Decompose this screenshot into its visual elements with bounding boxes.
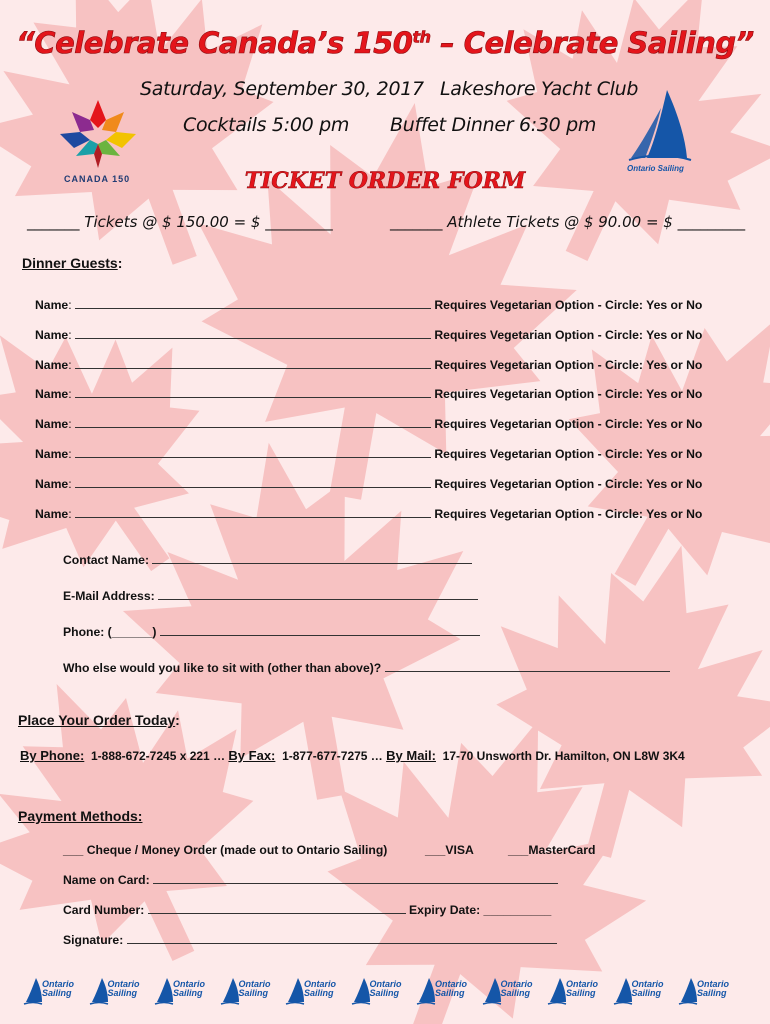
sail-icon bbox=[677, 976, 699, 1006]
signature-field[interactable]: Signature: bbox=[63, 933, 557, 947]
guest-name-line[interactable] bbox=[75, 456, 431, 458]
footer-ontario-sailing-logo bbox=[153, 976, 211, 1006]
event-date: Saturday, September 30, 2017 bbox=[140, 78, 424, 100]
sail-icon bbox=[219, 976, 241, 1006]
event-venue: Lakeshore Yacht Club bbox=[440, 78, 639, 100]
vegetarian-option[interactable]: Requires Vegetarian Option - Circle: Yes or No bbox=[434, 506, 703, 521]
sit-with-field[interactable]: Who else would you like to sit with (other than above)? bbox=[63, 661, 670, 675]
name-label: Name: bbox=[35, 357, 72, 372]
name-label: Name: bbox=[35, 327, 72, 342]
footer-ontario-sailing-logo bbox=[415, 976, 473, 1006]
name-label: Name: bbox=[35, 298, 72, 312]
guest-row[interactable] bbox=[35, 358, 702, 372]
footer-ontario-sailing-logo bbox=[88, 976, 146, 1006]
guest-row[interactable] bbox=[35, 477, 702, 491]
footer-logo-text: Ontario Sailing bbox=[500, 979, 533, 998]
guest-row[interactable] bbox=[35, 447, 702, 461]
guest-name-line[interactable] bbox=[75, 337, 431, 339]
vegetarian-option[interactable]: Requires Vegetarian Option - Circle: Yes or No bbox=[434, 476, 703, 491]
footer-logo-text: Ontario Sailing bbox=[369, 979, 402, 998]
footer-logo-text: Ontario Sailing bbox=[304, 979, 337, 998]
sail-icon bbox=[481, 976, 503, 1006]
guest-row[interactable] bbox=[35, 328, 702, 342]
event-title: “Celebrate Canada’s 150th – Celebrate Sailing” bbox=[16, 26, 754, 60]
sail-icon bbox=[415, 976, 437, 1006]
mail-address: 17-70 Unsworth Dr. Hamilton, ON L8W 3K4 bbox=[442, 749, 685, 763]
footer-ontario-sailing-logo bbox=[350, 976, 408, 1006]
regular-tickets-field[interactable]: _______ Tickets @ $ 150.00 = $ _________ bbox=[27, 213, 333, 231]
buffet-time: Buffet Dinner 6:30 pm bbox=[390, 114, 597, 136]
name-label: Name: bbox=[35, 417, 72, 432]
sail-icon bbox=[153, 976, 175, 1006]
form-title: TICKET ORDER FORM bbox=[244, 168, 526, 194]
by-mail-label: By Mail: bbox=[386, 748, 436, 763]
name-label: Name: bbox=[35, 506, 72, 521]
mastercard-option[interactable]: ___MasterCard bbox=[508, 843, 596, 857]
guest-name-line[interactable] bbox=[75, 367, 431, 369]
sail-icon bbox=[546, 976, 568, 1006]
vegetarian-option[interactable]: Requires Vegetarian Option - Circle: Yes or No bbox=[434, 327, 703, 342]
phone-field[interactable]: Phone: (______) bbox=[63, 625, 480, 639]
visa-option[interactable]: ___VISA bbox=[425, 843, 474, 857]
athlete-tickets-field[interactable]: _______ Athlete Tickets @ $ 90.00 = $ _________ bbox=[390, 213, 746, 231]
ontario-sailing-logo bbox=[625, 88, 695, 180]
footer-logo-text: Ontario Sailing bbox=[435, 979, 468, 998]
vegetarian-option[interactable]: Requires Vegetarian Option - Circle: Yes or No bbox=[434, 298, 703, 312]
order-methods bbox=[20, 748, 685, 763]
footer-logo-text: Ontario Sailing bbox=[697, 979, 730, 998]
guest-row[interactable] bbox=[35, 298, 702, 312]
contact-name-field[interactable]: Contact Name: bbox=[63, 553, 472, 567]
footer-logo-text: Ontario Sailing bbox=[631, 979, 664, 998]
guest-row[interactable] bbox=[35, 387, 702, 401]
name-on-card-field[interactable]: Name on Card: bbox=[63, 873, 558, 887]
fax-number: 1-877-677-7275 … bbox=[282, 749, 383, 763]
vegetarian-option[interactable]: Requires Vegetarian Option - Circle: Yes or No bbox=[434, 417, 703, 432]
vegetarian-option[interactable]: Requires Vegetarian Option - Circle: Yes or No bbox=[434, 387, 703, 402]
guest-name-line[interactable] bbox=[75, 516, 431, 518]
guest-name-line[interactable] bbox=[75, 426, 431, 428]
guest-row[interactable] bbox=[35, 417, 702, 431]
canada-150-icon bbox=[58, 98, 138, 170]
phone-number: 1-888-672-7245 x 221 … bbox=[90, 749, 226, 763]
card-number-field[interactable]: Card Number: Expiry Date: __________ bbox=[63, 903, 552, 917]
dinner-guests-heading: Dinner Guests: bbox=[22, 255, 123, 271]
footer-logo-text: Ontario Sailing bbox=[107, 979, 140, 998]
place-order-heading: Place Your Order Today: bbox=[18, 712, 180, 728]
sail-icon bbox=[284, 976, 306, 1006]
sail-icon bbox=[350, 976, 372, 1006]
footer-logo-text: Ontario Sailing bbox=[42, 979, 75, 998]
name-label: Name: bbox=[35, 387, 72, 402]
sail-icon bbox=[22, 976, 44, 1006]
sail-icon bbox=[88, 976, 110, 1006]
footer-ontario-sailing-logo bbox=[481, 976, 539, 1006]
canada-150-text: CANADA 150 bbox=[64, 174, 131, 184]
footer-ontario-sailing-logo bbox=[22, 976, 80, 1006]
guest-name-line[interactable] bbox=[75, 307, 431, 309]
footer-ontario-sailing-logo bbox=[284, 976, 342, 1006]
name-label: Name: bbox=[35, 476, 72, 491]
expiry-field[interactable]: Expiry Date: __________ bbox=[409, 903, 552, 917]
footer-ontario-sailing-logo bbox=[546, 976, 604, 1006]
by-fax-label: By Fax: bbox=[228, 748, 276, 763]
footer-ontario-sailing-logo bbox=[219, 976, 277, 1006]
footer-ontario-sailing-logo bbox=[612, 976, 670, 1006]
vegetarian-option[interactable]: Requires Vegetarian Option - Circle: Yes or No bbox=[434, 357, 703, 372]
footer-logo-text: Ontario Sailing bbox=[173, 979, 206, 998]
ontario-sailing-text: Ontario Sailing bbox=[627, 164, 684, 173]
email-field[interactable]: E-Mail Address: bbox=[63, 589, 478, 603]
footer-logo-text: Ontario Sailing bbox=[566, 979, 599, 998]
payment-methods-heading: Payment Methods: bbox=[18, 808, 143, 824]
cheque-option[interactable]: ___ Cheque / Money Order (made out to Ontario Sailing) bbox=[63, 843, 388, 857]
sail-icon bbox=[612, 976, 634, 1006]
vegetarian-option[interactable]: Requires Vegetarian Option - Circle: Yes or No bbox=[434, 447, 703, 461]
footer-ontario-sailing-logo bbox=[677, 976, 735, 1006]
sail-icon bbox=[625, 88, 695, 164]
guest-name-line[interactable] bbox=[75, 486, 431, 488]
name-label: Name: bbox=[35, 447, 72, 461]
guest-name-line[interactable] bbox=[75, 396, 431, 398]
guest-row[interactable] bbox=[35, 507, 702, 521]
by-phone-label: By Phone: bbox=[20, 748, 85, 763]
cocktails-time: Cocktails 5:00 pm bbox=[183, 114, 350, 136]
footer-logo-text: Ontario Sailing bbox=[238, 979, 271, 998]
